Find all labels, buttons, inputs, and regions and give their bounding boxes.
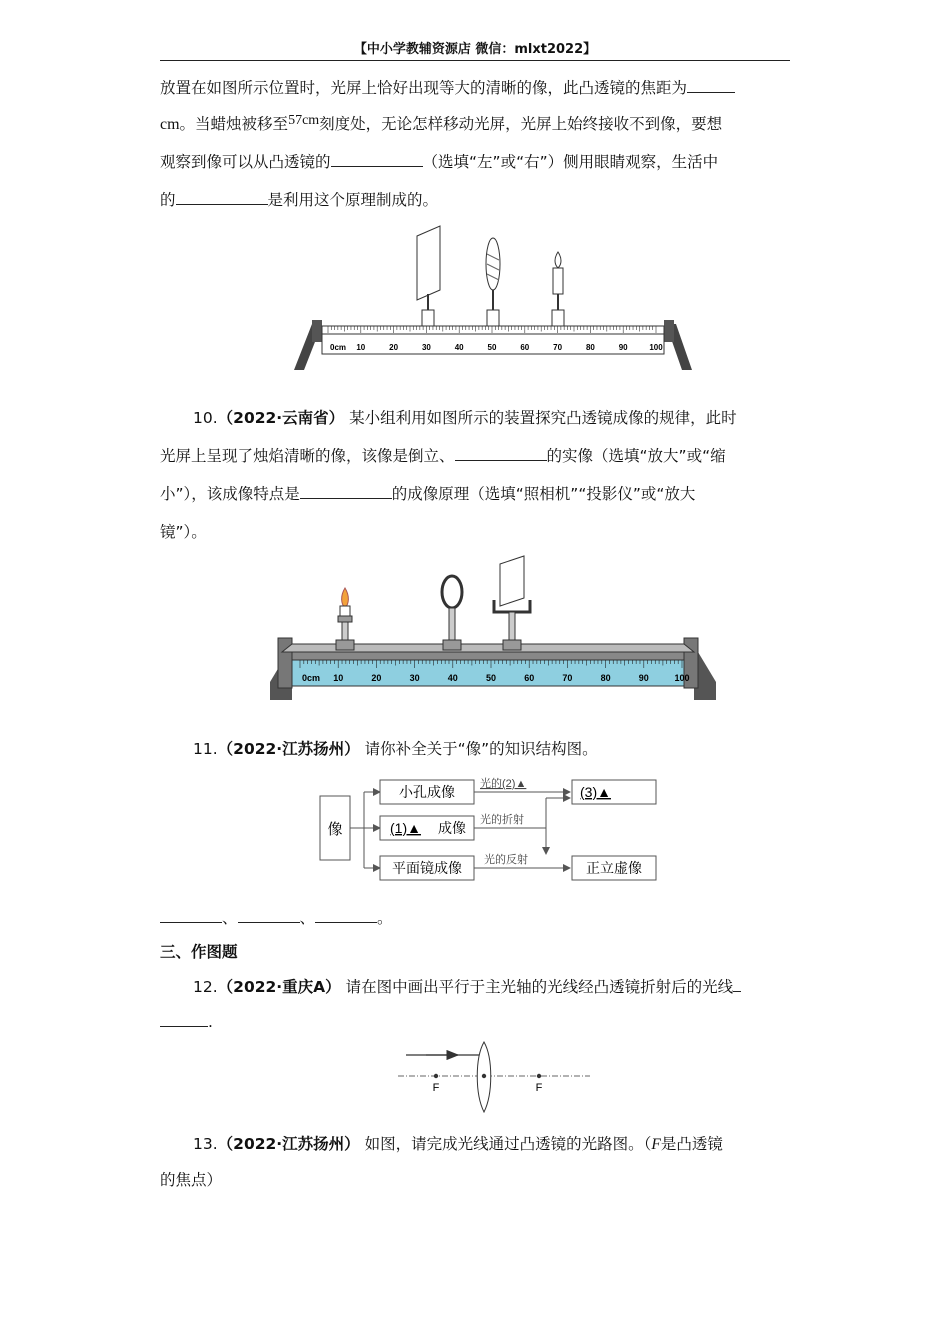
arrow-light-2-label[interactable]: 光的(2)▲ <box>480 778 527 790</box>
box-pinhole-label: 小孔成像 <box>399 784 455 800</box>
scale-label: 100 <box>649 343 663 352</box>
optical-bench-figure-1 <box>290 222 695 372</box>
candle <box>553 268 563 294</box>
bench-rail <box>322 326 664 334</box>
answer-blank[interactable] <box>331 152 423 167</box>
separator: 、 <box>222 909 238 927</box>
q9-line4 <box>160 190 790 210</box>
scale-label: 50 <box>487 343 497 352</box>
separator: 、 <box>299 909 316 927</box>
q12-end: . <box>208 1013 213 1031</box>
q9-text: 观察到像可以从凸透镜的 <box>160 153 331 171</box>
box-virtual-image-label: 正立虚像 <box>586 860 642 876</box>
q9-text: 是利用这个原理制成的。 <box>267 191 439 209</box>
scale-label: 30 <box>421 343 431 352</box>
box-root-label: 像 <box>327 821 343 838</box>
question-source: （2022·云南省） <box>217 409 345 427</box>
lens-stand <box>449 608 455 644</box>
scale-label: 30 <box>409 673 420 683</box>
focus-right-point <box>537 1074 541 1078</box>
convex-lens <box>442 576 462 608</box>
q9-line1 <box>160 78 790 98</box>
scale-label: 60 <box>520 343 530 352</box>
q10-text: 小”），该成像特点是 <box>160 485 300 503</box>
scale-label: 50 <box>485 673 497 683</box>
light-screen <box>500 556 524 606</box>
question-number: 13. <box>193 1135 218 1153</box>
answer-blank[interactable] <box>160 1012 208 1027</box>
arrow-reflection-label: 光的反射 <box>484 854 528 866</box>
bench-end-left <box>312 320 322 342</box>
scale-label: 90 <box>618 343 628 352</box>
scale-label: 40 <box>454 343 464 352</box>
scale-label: 60 <box>524 673 535 683</box>
answer-blank[interactable] <box>687 78 735 93</box>
scale-label: 20 <box>389 343 399 352</box>
q9-text: 的 <box>160 191 176 209</box>
lens-ray-figure <box>396 1040 592 1116</box>
scale-label: 10 <box>333 673 344 683</box>
q13-line2 <box>160 1170 790 1190</box>
focus-left-point <box>434 1074 438 1078</box>
q10-line2 <box>160 446 790 466</box>
answer-blank-2[interactable] <box>238 908 300 923</box>
scale-label: 80 <box>600 673 611 683</box>
q12-line2 <box>160 1012 790 1032</box>
answer-blank-1[interactable] <box>160 908 222 923</box>
answer-blank-3[interactable] <box>315 908 377 923</box>
candle-holder <box>336 640 354 650</box>
focus-right-label: F <box>535 1082 543 1094</box>
unit-cm: cm <box>160 116 180 133</box>
bench-rail <box>292 652 684 660</box>
question-number: 12. <box>193 978 218 996</box>
scale-label: 70 <box>553 343 563 352</box>
q10-text: 某小组利用如图所示的装置探究凸透镜成像的规律，此时 <box>349 409 737 427</box>
q9-line2 <box>160 114 790 136</box>
q13-text: 是凸透镜 <box>660 1135 723 1153</box>
answer-blank[interactable] <box>176 190 268 205</box>
q10-line4 <box>160 522 790 542</box>
optical-bench-figure-2 <box>268 552 718 707</box>
section-title: 三、作图题 <box>160 943 238 961</box>
scale-label: 20 <box>371 673 382 683</box>
box-blank-1-text: 成像 <box>438 820 466 836</box>
q10-text: 镜”）。 <box>160 523 207 541</box>
image-knowledge-diagram <box>318 774 660 884</box>
q10-line1 <box>193 408 790 428</box>
scale-label: 10 <box>356 343 366 352</box>
screen-holder <box>503 640 521 650</box>
q10-text: 的实像（选填“放大”或“缩 <box>546 447 726 465</box>
page-header: 【中小学教辅资源店 微信：mlxt2022】 <box>160 38 790 61</box>
q11-answer-line <box>160 908 790 928</box>
blank-3-label[interactable]: (3)▲ <box>580 784 611 800</box>
blank-1-label[interactable]: (1)▲ <box>390 820 421 836</box>
q10-text: 的成像原理（选填“照相机”“投影仪”或“放大 <box>391 485 696 503</box>
candle-holder <box>552 310 564 326</box>
focus-symbol: F <box>651 1136 661 1153</box>
lens-holder <box>487 310 499 326</box>
q10-text: 光屏上呈现了烛焰清晰的像，该像是倒立、 <box>160 447 455 465</box>
answer-blank[interactable] <box>733 977 741 992</box>
focus-left-label: F <box>432 1082 440 1094</box>
question-source: （2022·江苏扬州） <box>217 1135 360 1153</box>
question-source: （2022·重庆A） <box>217 978 341 996</box>
q10-line3 <box>160 484 790 504</box>
q9-text: 刻度处，无论怎样移动光屏，光屏上始终接收不到像，要想 <box>319 115 723 133</box>
answer-blank[interactable] <box>300 484 392 499</box>
question-source: （2022·江苏扬州） <box>217 740 360 758</box>
q13-text: 如图，请完成光线通过凸透镜的光路图。（ <box>364 1135 652 1153</box>
q9-text: 放置在如图所示位置时，光屏上恰好出现等大的清晰的像，此凸透镜的焦距为 <box>160 79 688 97</box>
box-mirror-label: 平面镜成像 <box>392 860 462 876</box>
q12-line1 <box>193 977 790 997</box>
scale-label: 70 <box>562 673 573 683</box>
q9-text: 。当蜡烛被移至 <box>179 115 289 133</box>
screen-holder <box>422 310 434 326</box>
candle-flame <box>342 588 349 608</box>
separator: 。 <box>377 909 393 927</box>
scale-label: 0cm <box>302 673 321 683</box>
answer-blank[interactable] <box>455 446 547 461</box>
q13-line1 <box>193 1134 790 1155</box>
scale-label: 100 <box>674 673 690 683</box>
lens-holder <box>443 640 461 650</box>
q12-text: 请在图中画出平行于主光轴的光线经凸透镜折射后的光线 <box>345 978 734 996</box>
question-number: 11. <box>193 740 218 758</box>
scale-label: 40 <box>447 673 458 683</box>
question-number: 10. <box>193 409 218 427</box>
q9-line3 <box>160 152 790 172</box>
q13-text: 的焦点） <box>160 1171 223 1189</box>
bench-end-right <box>664 320 674 342</box>
position-value: 57cm <box>288 113 320 128</box>
candle-flame <box>555 252 561 268</box>
screen-stand <box>509 612 515 644</box>
arrow-refraction-label: 光的折射 <box>480 814 524 826</box>
candle-base <box>338 616 352 622</box>
q11-line1 <box>193 739 790 759</box>
q9-text: （选填“左”或“右”）侧用眼睛观察，生活中 <box>422 153 719 171</box>
scale-label: 0cm <box>330 343 347 352</box>
light-screen <box>417 226 440 300</box>
scale-label: 80 <box>585 343 595 352</box>
scale-label: 90 <box>638 673 649 683</box>
optical-center <box>482 1074 486 1078</box>
q11-text: 请你补全关于“像”的知识结构图。 <box>364 740 598 758</box>
